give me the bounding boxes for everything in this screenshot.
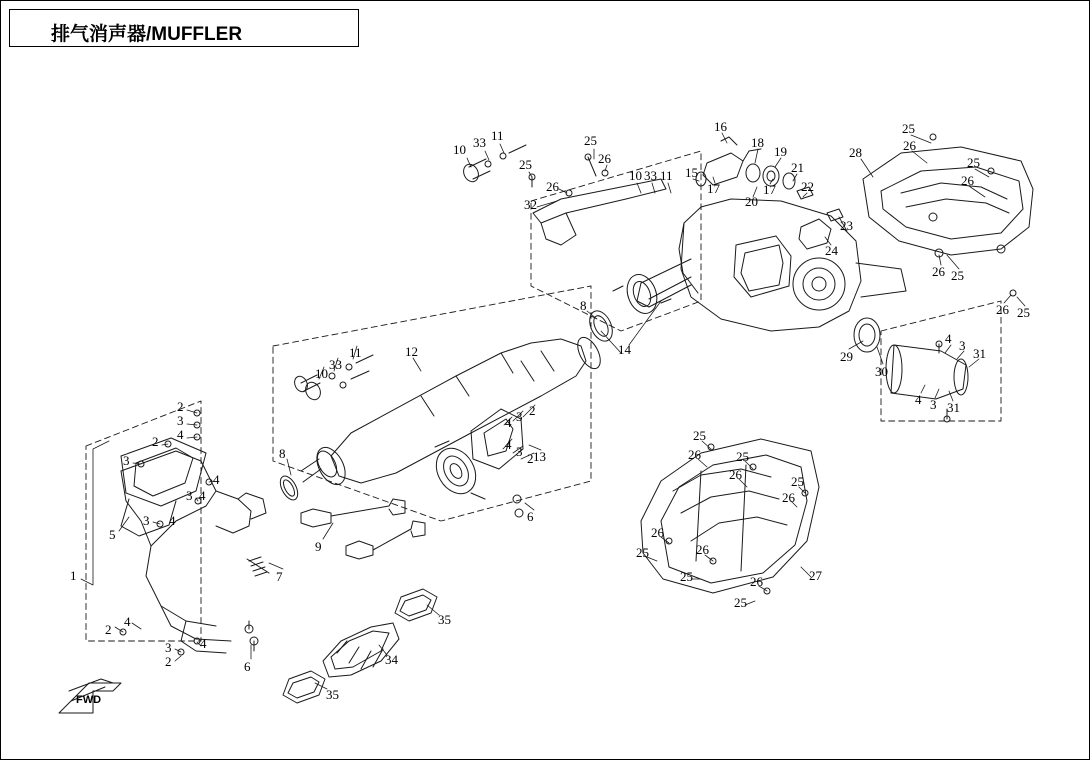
callout-25: 25 xyxy=(951,268,964,283)
callout-33: 33 xyxy=(329,357,342,372)
callout-13: 13 xyxy=(533,449,546,464)
callout-23: 23 xyxy=(840,218,853,233)
callout-25: 25 xyxy=(693,428,706,443)
callout-4: 4 xyxy=(915,392,922,407)
callout-30: 30 xyxy=(875,364,888,379)
callout-19: 19 xyxy=(774,144,787,159)
callout-3: 3 xyxy=(516,409,523,424)
callout-32: 32 xyxy=(524,197,537,212)
callout-24: 24 xyxy=(825,243,838,258)
callout-16: 16 xyxy=(714,119,727,134)
callout-26: 26 xyxy=(782,490,795,505)
callout-26: 26 xyxy=(903,138,916,153)
page-title: 排气消声器/MUFFLER xyxy=(51,24,243,45)
callout-25: 25 xyxy=(902,121,915,136)
callout-4: 4 xyxy=(124,614,131,629)
callout-3: 3 xyxy=(930,397,937,412)
callout-10: 10 xyxy=(315,366,328,381)
callout-4: 4 xyxy=(177,427,184,442)
callout-22: 22 xyxy=(801,179,814,194)
callout-35: 35 xyxy=(438,612,451,627)
callout-27: 27 xyxy=(809,568,822,583)
callout-10: 10 xyxy=(629,168,642,183)
callout-11: 11 xyxy=(660,168,673,183)
callout-34: 34 xyxy=(385,652,398,667)
callout-14: 14 xyxy=(618,342,631,357)
callout-26: 26 xyxy=(696,542,709,557)
callout-26: 26 xyxy=(961,173,974,188)
callout-1: 1 xyxy=(70,568,77,583)
callout-26: 26 xyxy=(750,574,763,589)
callout-3: 3 xyxy=(123,453,130,468)
callout-3: 3 xyxy=(177,413,184,428)
callout-4: 4 xyxy=(505,437,512,452)
callout-17: 17 xyxy=(707,181,720,196)
callout-25: 25 xyxy=(1017,305,1030,320)
callout-6: 6 xyxy=(244,659,251,674)
callout-4: 4 xyxy=(213,472,220,487)
fwd-marker-label: FWD xyxy=(76,694,102,706)
callout-26: 26 xyxy=(729,467,742,482)
callout-25: 25 xyxy=(519,157,532,172)
callout-7: 7 xyxy=(276,569,283,584)
callout-33: 33 xyxy=(473,135,486,150)
callout-28: 28 xyxy=(849,145,862,160)
callout-26: 26 xyxy=(598,151,611,166)
callout-3: 3 xyxy=(516,444,523,459)
callout-25: 25 xyxy=(736,449,749,464)
callout-18: 18 xyxy=(751,135,764,150)
callout-3: 3 xyxy=(165,640,172,655)
callout-8: 8 xyxy=(580,298,587,313)
callout-2: 2 xyxy=(177,399,184,414)
callout-29: 29 xyxy=(840,349,853,364)
callout-4: 4 xyxy=(169,513,176,528)
callout-5: 5 xyxy=(109,527,116,542)
callout-25: 25 xyxy=(967,155,980,170)
callout-10: 10 xyxy=(453,142,466,157)
callout-26: 26 xyxy=(651,525,664,540)
callout-4: 4 xyxy=(505,415,512,430)
callout-3: 3 xyxy=(186,488,193,503)
callout-4: 4 xyxy=(199,488,206,503)
callout-26: 26 xyxy=(546,179,559,194)
callout-31: 31 xyxy=(973,346,986,361)
callout-26: 26 xyxy=(996,302,1009,317)
callout-2: 2 xyxy=(527,451,534,466)
callout-8: 8 xyxy=(279,446,286,461)
callout-6: 6 xyxy=(527,509,534,524)
callout-26: 26 xyxy=(688,447,701,462)
callout-33: 33 xyxy=(644,168,657,183)
callout-25: 25 xyxy=(791,474,804,489)
callout-3: 3 xyxy=(959,338,966,353)
callout-25: 25 xyxy=(636,545,649,560)
callout-9: 9 xyxy=(315,539,322,554)
callout-3: 3 xyxy=(143,513,150,528)
callout-15: 15 xyxy=(685,165,698,180)
callout-25: 25 xyxy=(680,569,693,584)
callout-2: 2 xyxy=(152,434,159,449)
callout-25: 25 xyxy=(584,133,597,148)
callout-2: 2 xyxy=(105,622,112,637)
callout-25: 25 xyxy=(734,595,747,610)
callout-31: 31 xyxy=(947,400,960,415)
callout-2: 2 xyxy=(529,403,536,418)
callout-26: 26 xyxy=(932,264,945,279)
callout-4: 4 xyxy=(200,636,207,651)
callout-35: 35 xyxy=(326,687,339,702)
callout-2: 2 xyxy=(165,654,172,669)
callout-12: 12 xyxy=(405,344,418,359)
callout-11: 11 xyxy=(491,128,504,143)
callout-17b: 17 xyxy=(763,182,776,197)
callout-11: 11 xyxy=(349,345,362,360)
callout-4: 4 xyxy=(945,331,952,346)
callout-20: 20 xyxy=(745,194,758,209)
callout-21: 21 xyxy=(791,160,804,175)
